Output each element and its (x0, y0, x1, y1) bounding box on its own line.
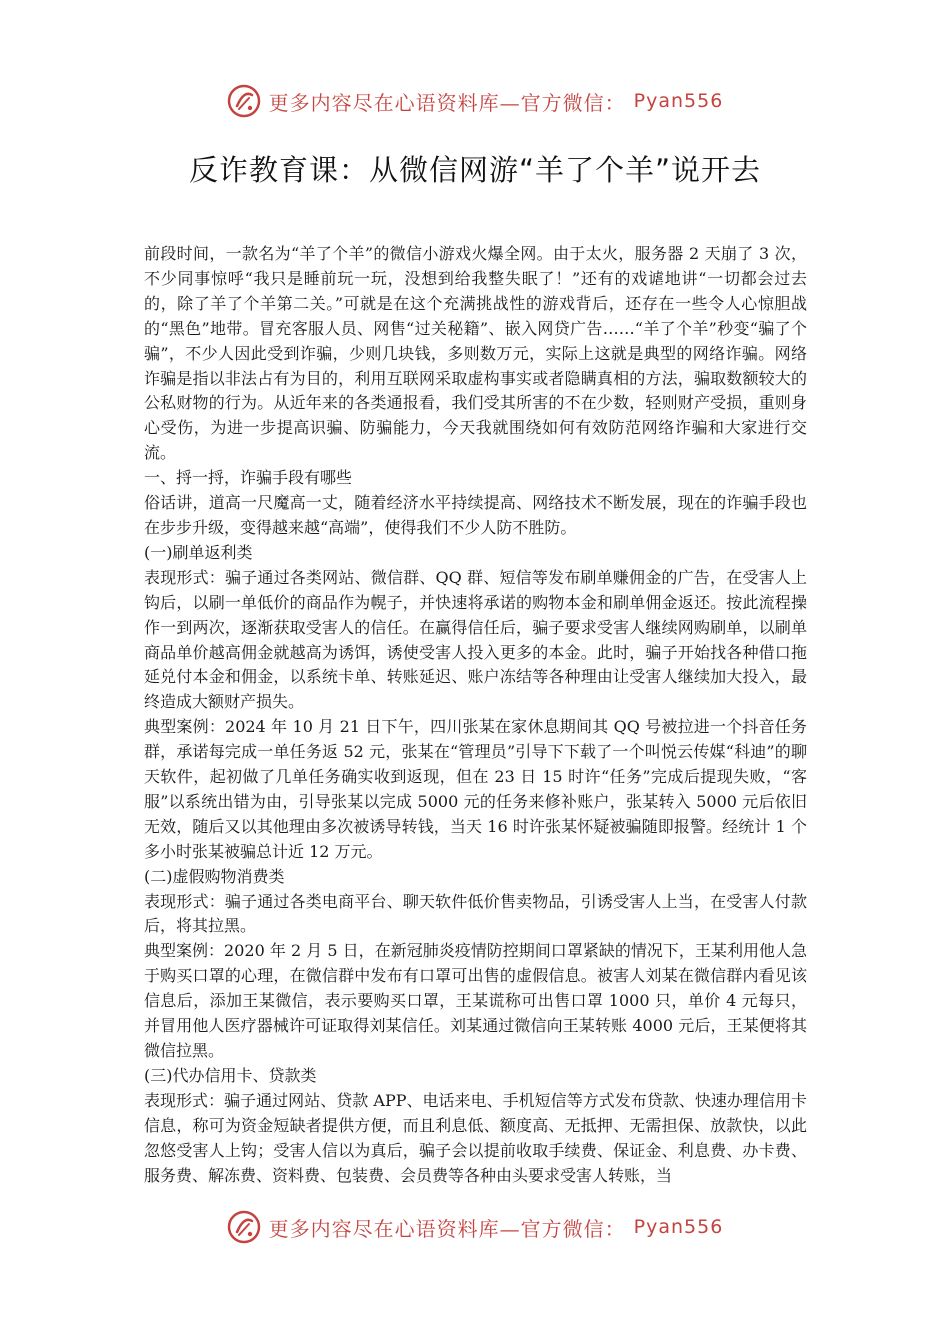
banner-handle: Pyan556 (633, 90, 724, 112)
header-watermark-banner (0, 84, 950, 118)
page-title: 反诈教育课：从微信网游“羊了个羊”说开去 (188, 153, 762, 187)
banner-text: 更多内容尽在心语资料库—官方微信： (268, 90, 626, 115)
subsection-heading: (一)刷单返利类 (144, 542, 253, 562)
brand-logo-icon (227, 1210, 261, 1244)
brand-logo-icon (227, 84, 261, 118)
paragraph: 表现形式：骗子通过各类网站、微信群、QQ 群、短信等发布刷单赚佣金的广告，在受害人上钩后，以刷一单低价的商品作为幌子，并快速将承诺的购物本金和刷单佣金返还。按此流程操作一到两次，逐渐获取受害人的信任。在赢得信任后，骗子要求受害人继续网购刷单，以刷单商品单价越高佣金就越高为诱饵，诱使受害人投入更多的本金。此时，骗子开始找各种借口拖延兑付本金和佣金，以系统卡单、转账延迟、账户冻结等各种理由让受害人继续加大投入，最终造成大额财产损失。 (144, 567, 807, 712)
article-body (144, 242, 807, 1188)
section-heading: 一、捋一捋，诈骗手段有哪些 (144, 468, 353, 488)
paragraph: 典型案例：2024 年 10 月 21 日下午，四川张某在家休息期间其 QQ 号被拉进一个抖音任务群，承诺每完成一单任务返 52 元，张某在“管理员”引导下下载了一个叫悦云传媒“科迪”的聊天软件，起初做了几单任务确实收到返现，但在 23 日 15 时许“任务”完成后提现失败，“客服”以系统出错为由，引导张某以完成 5000 元的任务来修补账户，张某转入 5000 元后依旧无效，随后又以其他理由多次被诱导转钱，当天 16 时许张某怀疑被骗随即报警。经统计 1 个多小时张某被骗总计近 12 万元。 (144, 717, 807, 861)
paragraph: 表现形式：骗子通过各类电商平台、聊天软件低价售卖物品，引诱受害人上当，在受害人付款后，将其拉黑。 (144, 891, 807, 936)
banner-text: 更多内容尽在心语资料库—官方微信： (268, 1216, 626, 1241)
banner-handle: Pyan556 (633, 1216, 724, 1238)
subsection-heading: (三)代办信用卡、贷款类 (144, 1065, 317, 1085)
subsection-heading: (二)虚假购物消费类 (144, 866, 285, 886)
paragraph: 俗话讲，道高一尺魔高一丈，随着经济水平持续提高、网络技术不断发展，现在的诈骗手段也在步步升级，变得越来越“高端”，使得我们不少人防不胜防。 (144, 493, 807, 537)
paragraph: 典型案例：2020 年 2 月 5 日，在新冠肺炎疫情防控期间口罩紧缺的情况下，王某利用他人急于购买口罩的心理，在微信群中发布有口罩可出售的虚假信息。被害人刘某在微信群内看见该信息后，添加王某微信，表示要购买口罩，王某谎称可出售口罩 1000 只，单价 4 元每只，并冒用他人医疗器械许可证取得刘某信任。刘某通过微信向王某转账 4000 元后，王某便将其微信拉黑。 (144, 941, 807, 1060)
intro-paragraph: 前段时间，一款名为“羊了个羊”的微信小游戏火爆全网。由于太火，服务器 2 天崩了 3 次，不少同事惊呼“我只是睡前玩一玩，没想到给我整失眠了！”还有的戏谑地讲“一切都会过去的，除了羊了个羊第二关。”可就是在这个充满挑战性的游戏背后，还存在一些令人心惊胆战的“黑色”地带。冒充客服人员、网售“过关秘籍”、嵌入网贷广告……“羊了个羊”秒变“骗了个骗”，不少人因此受到诈骗，少则几块钱，多则数万元，实际上这就是典型的网络诈骗。网络诈骗是指以非法占有为目的，利用互联网采取虚构事实或者隐瞒真相的方法，骗取数额较大的公私财物的行为。从近年来的各类通报看，我们受其所害的不在少数，轻则财产受损，重则身心受伤，为进一步提高识骗、防骗能力，今天我就围绕如何有效防范网络诈骗和大家进行交流。 (144, 244, 807, 463)
paragraph: 表现形式：骗子通过网站、贷款 APP、电话来电、手机短信等方式发布贷款、快速办理信用卡信息，称可为资金短缺者提供方便，而且利息低、额度高、无抵押、无需担保、放款快，以此忽悠受害人上钩；受害人信以为真后，骗子会以提前收取手续费、保证金、利息费、办卡费、服务费、解冻费、资料费、包装费、会员费等各种由头要求受害人转账，当 (144, 1090, 807, 1185)
footer-watermark-banner (0, 1210, 950, 1244)
